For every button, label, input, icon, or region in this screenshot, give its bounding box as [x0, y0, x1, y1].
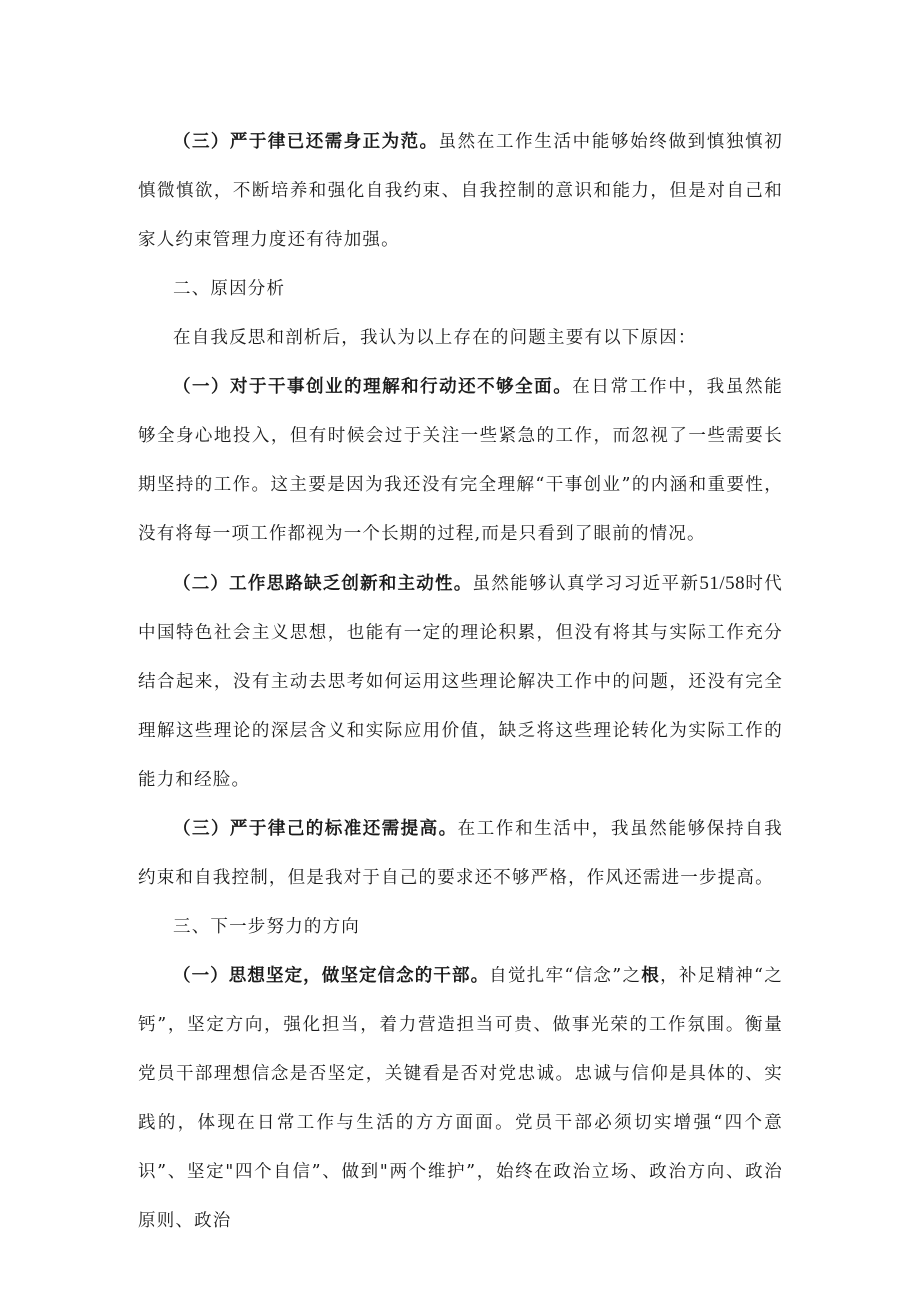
- paragraph-lead: （三）严于律已还需身正为范。: [173, 132, 439, 152]
- paragraph-intro: 在自我反思和剖析后，我认为以上存在的问题主要有以下原因：: [173, 328, 697, 348]
- paragraph-text: ，补足精神“之钙”，坚定方向，强化担当，着力营造担当可贵、做事光荣的工作氛围。衡量党员干部理想信念是否坚定，关键看是否对党忠诚。忠诚与信仰是具体的、实践的，体现在日常工作与生活的方方面面。党员干部必须切实增强“四个意识”、坚定"四个自信”、做到"两个维护”，始终在政治立场、政治方向、政治原则、政治: [138, 966, 783, 1231]
- paragraph-text: 虽然能够认真学习习近平新: [472, 574, 700, 594]
- emphasis-word: 根: [641, 966, 661, 986]
- paragraph-self-discipline-issue: [138, 118, 783, 265]
- paragraph-text: 自觉扎牢“信念”之: [489, 966, 642, 986]
- section-heading-next-steps: 三、下一步努力的方向: [173, 917, 360, 937]
- paragraph-text: 虽然在工作生活中能够始终做到慎独慎初慎微慎欲，不断培养和强化自我约束、自我控制的意识和能力，但是对自己和家人约束管理力度还有待加强。: [138, 132, 783, 250]
- paragraph-lead: （三）严于律己的标准还需提高。: [173, 819, 458, 839]
- paragraph-text: 在工作和生活中，我虽然能够保持自我约束和自我控制，但是我对于自己的要求还不够严格，作风还需进一步提高。: [138, 819, 783, 888]
- paragraph-text: 在日常工作中，我虽然能够全身心地投入，但有时候会过于关注一些紧急的工作，而忽视了一些需要长期坚持的工作。这主要是因为我还没有完全理解“干事创业”的内涵和重要性，没有将每一项工作都视为一个长期的过程,而是只看到了眼前的情况。: [138, 377, 783, 544]
- paragraph-lead: （一）思想坚定，做坚定信念的干部。: [173, 966, 490, 986]
- paragraph-cause-one: [138, 363, 783, 559]
- paragraph-direction-one: [138, 952, 783, 1246]
- paragraph-lead: （一）对于干事创业的理解和行动还不够全面。: [173, 377, 573, 397]
- paragraph-text: 时代中国特色社会主义思想，也能有一定的理论积累，但没有将其与实际工作充分结合起来，没有主动去思考如何运用这些理论解决工作中的问题，还没有完全理解这些理论的深层含义和实际应用价值，缺乏将这些理论转化为实际工作的能力和经脸。: [138, 574, 783, 790]
- document-body: [138, 118, 783, 1246]
- paragraph-cause-three: [138, 805, 783, 903]
- paragraph-cause-two: [138, 559, 783, 805]
- paragraph-lead: （二）工作思路缺乏创新和主动性。: [173, 574, 473, 594]
- section-heading-cause-analysis: 二、原因分析: [173, 279, 286, 299]
- page-marker: 51/58: [699, 573, 746, 594]
